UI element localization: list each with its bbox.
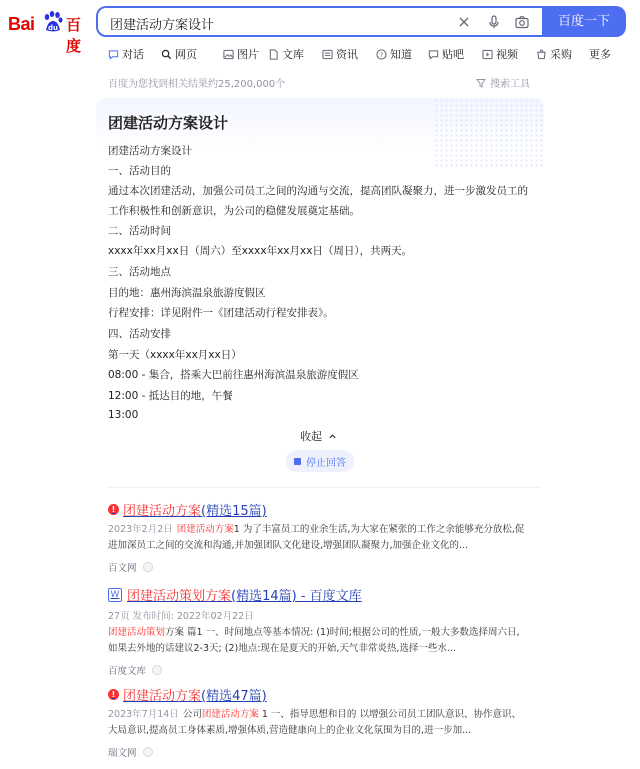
paw-logo-icon [41, 10, 65, 34]
collapse-button[interactable]: 收起 [300, 428, 337, 444]
search-button[interactable]: 百度一下 [542, 6, 626, 37]
tab-video[interactable]: 视频 [482, 44, 518, 64]
search-icon [161, 49, 172, 60]
result-title-link[interactable]: ! 团建活动方案 (精选15篇) [108, 500, 558, 519]
tab-news[interactable]: 资讯 [322, 44, 358, 64]
ai-answer-line: 目的地：惠州海滨温泉旅游度假区 [108, 287, 266, 299]
tab-web[interactable]: 网页 [161, 44, 197, 64]
result-source[interactable]: 百文网 [108, 560, 558, 574]
source-badge-icon [143, 562, 153, 572]
ai-answer-line: 二、活动时间 [108, 225, 171, 237]
source-badge-icon [143, 747, 153, 757]
result-count: 百度为您找到相关结果约25,200,000个 [108, 79, 286, 90]
tieba-icon [428, 49, 439, 60]
search-result [108, 685, 558, 759]
ai-answer-line: 三、活动地点 [108, 266, 171, 278]
alert-icon: ! [108, 689, 119, 700]
ai-answer-line: 行程安排：详见附件一《团建活动行程安排表》。 [108, 307, 334, 319]
ai-answer-line: 团建活动方案设计 [108, 145, 192, 157]
news-icon [322, 49, 333, 60]
result-meta: 27页 发布时间: 2022年02月22日 [108, 611, 254, 622]
chevron-up-icon [328, 432, 337, 441]
logo-text-baidu: 百度 [66, 16, 82, 55]
ai-answer-line: xxxx年xx月xx日（周六）至xxxx年xx月xx日（周日），共两天。 [108, 245, 413, 257]
result-source[interactable]: 百度文库 [108, 663, 558, 677]
image-icon [223, 49, 234, 60]
filter-icon [476, 78, 486, 88]
tab-chat[interactable]: 对话 [108, 44, 144, 64]
ai-answer-card [96, 98, 544, 488]
ai-answer-line: 一、活动目的 [108, 165, 171, 177]
video-icon [482, 49, 493, 60]
result-abstract: 2023年2月2日 团建活动方案1 为了丰富员工的业余生活,为大家在紧张的工作之余能够充分放松,促 进加深员工之间的交流和沟通,并加强团队文化建设,增强团队凝聚力,加强企业文化的... [108, 524, 525, 551]
chat-icon [108, 49, 119, 60]
camera-icon[interactable] [514, 14, 530, 30]
svg-text:du: du [48, 24, 58, 32]
result-source[interactable]: 瑞文网 [108, 745, 558, 759]
microphone-icon[interactable] [486, 14, 502, 30]
svg-text:?: ? [379, 50, 384, 59]
search-result [108, 500, 558, 574]
search-result [108, 585, 558, 677]
tab-zhidao[interactable]: ? 知道 [376, 44, 412, 64]
tab-images[interactable]: 图片 [223, 44, 259, 64]
ai-answer-line: 通过本次团建活动，加强公司员工之间的沟通与交流，提高团队凝聚力，进一步激发员工的 [108, 185, 528, 197]
result-abstract: 2023年7月14日 公司团建活动方案 1 一、指导思想和目的 以增强公司员工团队意识、协作意识、 大局意识,提高员工身体素质,增强体质,营造健康向上的企业文化氛围为目的,进一步加... [108, 709, 521, 736]
tab-purchase[interactable]: 采购 [536, 44, 572, 64]
ai-answer-line: 12:00 - 抵达目的地，午餐 [108, 390, 233, 402]
tab-wenku[interactable]: 文库 [268, 44, 304, 64]
ai-answer-line: 四、活动安排 [108, 328, 171, 340]
result-title-link[interactable]: W 团建活动策划方案 (精选14篇) - 百度文库 [108, 585, 558, 604]
ai-answer-title: 团建活动方案设计 [108, 114, 229, 132]
alert-icon: ! [108, 504, 119, 515]
doc-icon [268, 49, 279, 60]
question-icon [376, 49, 387, 60]
card-decoration [434, 98, 544, 168]
search-input[interactable] [96, 6, 542, 37]
ai-answer-line: 第一天（xxxx年xx月xx日） [108, 349, 242, 361]
ai-answer-line: 08:00 - 集合，搭乘大巴前往惠州海滨温泉旅游度假区 [108, 369, 359, 381]
ai-answer-line: 工作积极性和创新意识，为公司的稳健发展奠定基础。 [108, 205, 360, 217]
source-badge-icon [152, 665, 162, 675]
search-tools-button[interactable]: 搜索工具 [476, 75, 530, 90]
stop-answer-button[interactable]: 停止回答 [286, 450, 354, 472]
stop-icon [294, 458, 301, 465]
tab-more[interactable]: 更多 [589, 48, 611, 61]
search-tabs [108, 44, 628, 64]
result-abstract: 团建活动策划方案 篇1 一、时间地点等基本情况: (1)时间;根据公司的性质,一般大多数选择周六日, 如果去外地的话建议2-3天; (2)地点:现在是夏天的开始,天气非常炎热,选择一些水... [108, 627, 520, 654]
logo-text-bai: Bai [8, 14, 35, 34]
baidu-logo[interactable] [8, 8, 88, 55]
ai-answer-line: 13:00 [108, 409, 139, 421]
clear-icon[interactable] [456, 14, 472, 30]
tab-tieba[interactable]: 贴吧 [428, 44, 464, 64]
section-divider [108, 487, 540, 488]
cart-icon [536, 49, 547, 60]
search-query[interactable]: 团建活动方案设计 [110, 18, 215, 33]
result-title-link[interactable]: ! 团建活动方案 (精选47篇) [108, 685, 558, 704]
wenku-icon: W [108, 588, 122, 602]
